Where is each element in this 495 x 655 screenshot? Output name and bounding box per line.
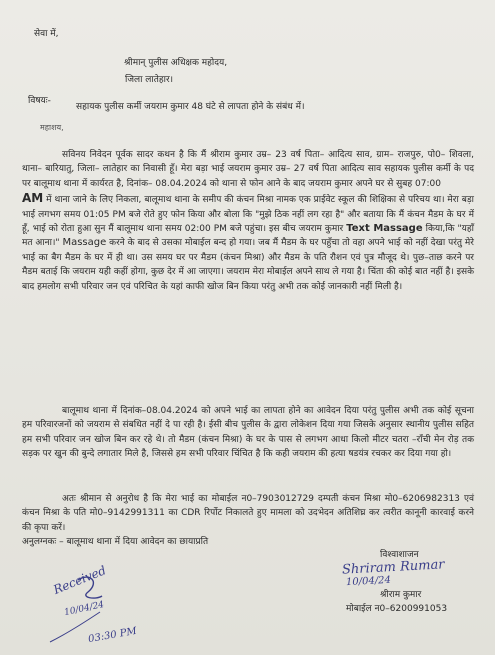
paragraph-1-text: सविनय निवेदन पूर्वक सादर कथन है कि मैं श्रीराम कुमार उम्र– 23 वर्ष पिता– आदित्य साव, ग्राम– राजपुरु, पो0– शिवला, थाना– बारियातु, जिला– लातेहार का निवासी हूँ। मेरा बड़ा भाई जयराम कुमार उम्र– 27 वर्ष पिता आदित्य साव सहायक पुलीस कर्मी के पद पर बालूमाथ थाना में कार्यरत है, दिनांक– 08.04.2024 को थाना से फोन आने के बाद जयराम कुमार अपने घर से सुबह 07:00 [22, 150, 474, 189]
received-time: 03:30 PM [87, 625, 138, 646]
received-note: Received [51, 563, 108, 597]
paragraph-1-text-d: करने के बाद से उसका मोबाईल बन्द हो गया। जब मैं मैडम के घर पहुँचा तो वहा अपने भाई को नहीं देखा परंतु मेरे भाई का बैग मैडम के घर में ही था। उस समय घर पर मैडम (कंचन मिश्रा) और मैडम के पति रौशन एवं पुत्र मौजूद थे। पुछ–ताछ करने पर मैडम बताई कि जयराम यही कहीं होगा, कुछ देर में आ जाएगा। जयराम मेरा मोबाईल अपने साथ ले गया है। चिंता की कोई बात नहीं है। इसके बाद हमलोग सभी परिवार जन एवं परिचित के यहां काफी खोज बिन किया परंतु अभी तक कोई जानकारी नहीं मिली है। [22, 238, 474, 292]
enclosure-note: अनुलग्नकः – बालूमाथ थाना में दिया आवेदन का छायाप्रति [22, 537, 209, 547]
massage-word: Massage [62, 237, 107, 249]
quote-text: "यहाँ मत आना।" [22, 224, 474, 249]
paragraph-1 [22, 148, 474, 294]
greeting: महाशय, [40, 123, 64, 132]
text-massage: Text Massage [346, 223, 423, 235]
handwritten-signature: Shriram Rumar [341, 557, 445, 578]
subject-label: विषयः- [28, 96, 51, 106]
paragraph-2-text: बालूमाथ थाना में दिनांक–08.04.2024 को अपने भाई का लापता होने का आवेदन दिया परंतु पुलीस अभी तक कोई सूचना हम परिवारजनों को जयराम से संबधित नहीं दे पा रही है। ईसी बीच पुलीस के द्वारा लोकेशन दिया गया जिसके अनुसार स्थानीय पुलीस सहित हम सभी परिवार जन खोज बिन कर रहे थे। तो मैडम (कंचन मिश्रा) के घर के पास से लगभग आधा किलो मीटर चतरा –राँची मेन रोड़ तक सड़क पर खुन की बुन्दे लगातार मिले है, जिससे हम सभी परिवार चिंचित है कि कही जयराम की हत्या षडयंत्र रचकर कर दिया गया हो। [22, 406, 474, 460]
paragraph-3 [22, 492, 474, 535]
paragraph-1-text-c: किया,कि [425, 224, 455, 235]
signer-name: श्रीराम कुमार [380, 590, 422, 600]
handwritten-signature-date: 10/04/24 [345, 574, 392, 589]
received-date: 10/04/24 [63, 599, 106, 619]
paragraph-1-text-b: में थाना जाने के लिए निकला, बालूमाथ थाना के समीप की कंचन मिश्रा नामक एक प्राईवेट स्कूल की शिक्षिका से परिचय था। मेरा बड़ा भाई लगभग समय 01:05 PM बजे रोते हुए फोन किया और बोला कि "मुझे ठिक नहीं लग रहा है" और बताया कि मैं कंचन मैडम के घर में हूँ, भाई को रोता हुआ सुन मैं बालूमाथ थाना समय 02:00 PM बजे पहुंचा। इस बीच जयराम कुमार [22, 195, 474, 235]
addressee-line-1: श्रीमान् पुलीस अधिक्षक महोदय, [124, 58, 228, 68]
paragraph-3-text: अतः श्रीमान से अनुरोध है कि मेरा भाई का मोबाईल न0–7903012729 दम्पती कंचन मिश्रा मो0–6206982313 एवं कंचन मिश्रा के पति मो0–9142991311 का CDR रिर्पोट निकालते हुए मामला को उदभेदन अतिशिघ्र कर त्वरीत कानूनी कारवाई करने की कृपा करें। [22, 494, 474, 533]
subject-text: सहायक पुलीस कर्मी जयराम कुमार 48 घंटे से लापता होने के संबंध में। [76, 102, 305, 112]
signature-title: विश्वाशाजन [380, 550, 419, 560]
addressee-line-2: जिला लातेहार। [125, 75, 174, 85]
paragraph-2 [22, 404, 474, 462]
salutation: सेवा में, [34, 29, 59, 39]
am-marker: AM [22, 191, 44, 206]
signer-mobile: मोबाईल न0–6200991053 [346, 604, 448, 614]
